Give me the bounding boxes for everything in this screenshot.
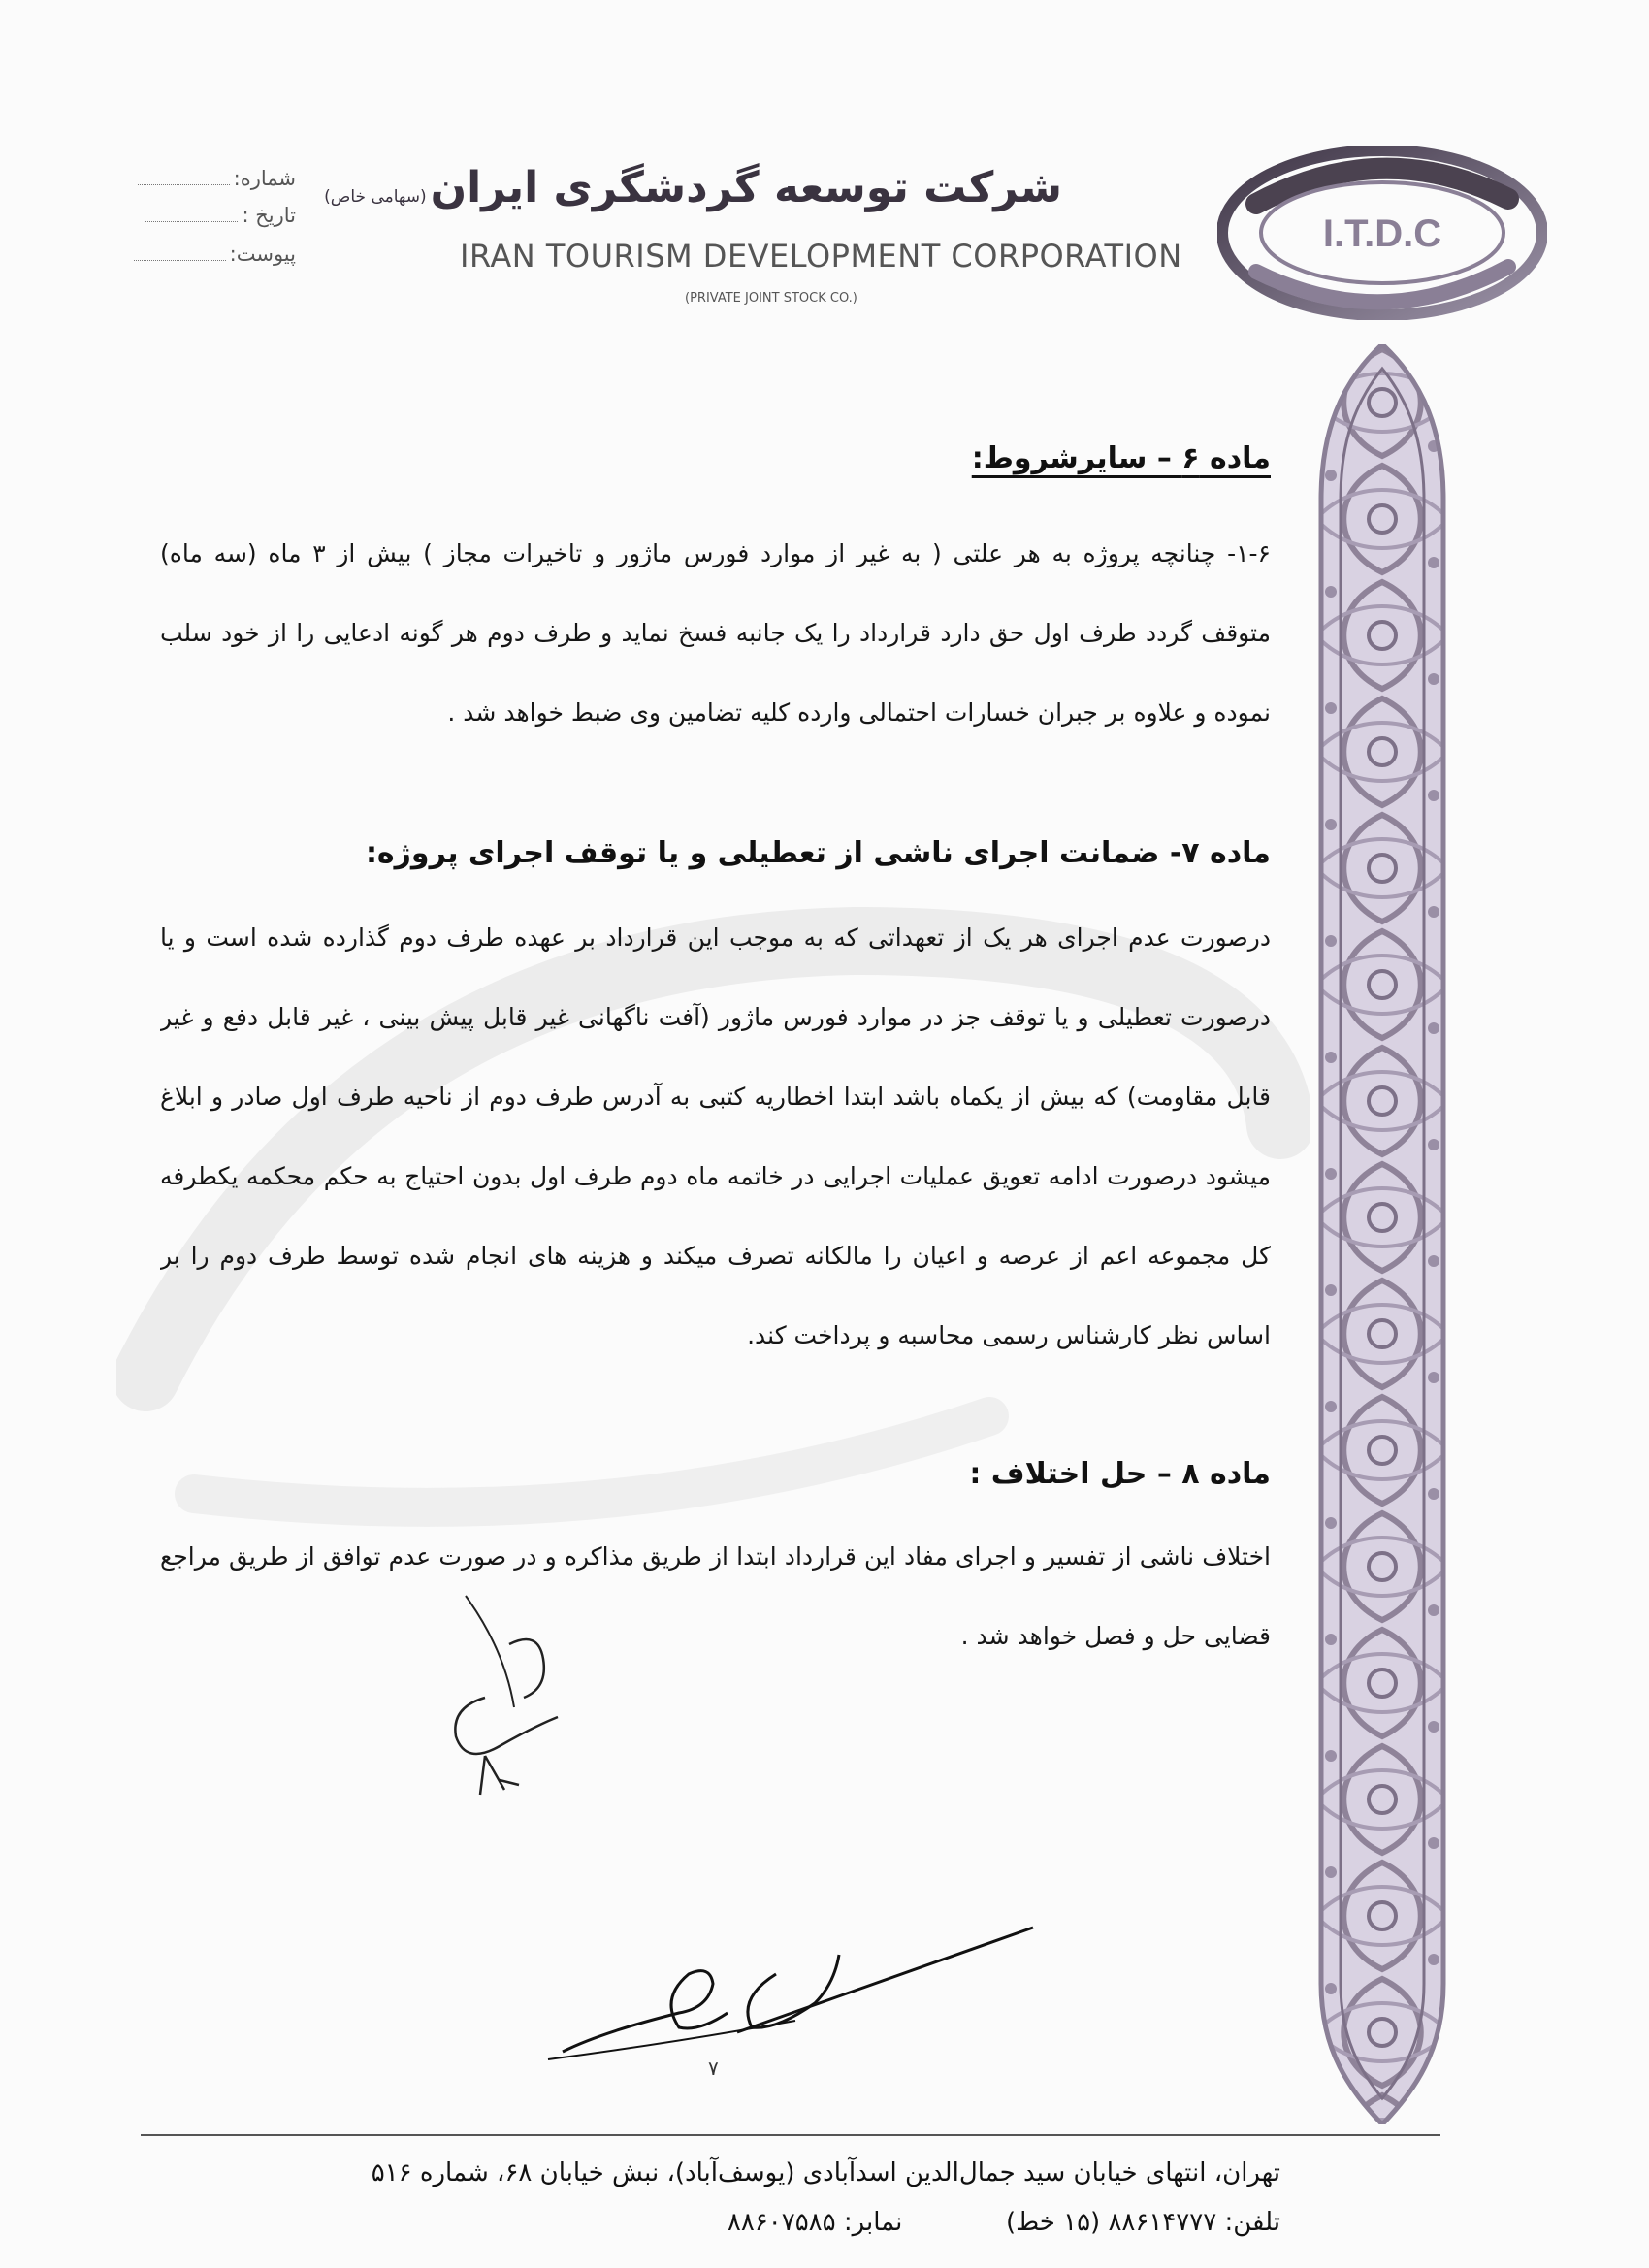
article-7-line: اساس نظر کارشناس رسمی محاسبه و پرداخت کند. — [747, 1321, 1271, 1349]
article-7-body — [160, 898, 1271, 1376]
article-7-line: قابل مقاومت) که بیش از یکماه باشد ابتدا اخطاریه کتبی به آدرس طرف دوم از ناحیه طرف اول صادر و ابلاغ — [160, 1083, 1271, 1111]
article-8-body — [160, 1517, 1271, 1676]
main-signature — [543, 1916, 1048, 2061]
attachment-field — [136, 243, 296, 266]
company-type-en: (PRIVATE JOINT STOCK CO.) — [685, 291, 857, 306]
article-8-line: اختلاف ناشی از تفسیر و اجرای مفاد این قرارداد ابتدا از طریق مذاکره و در صورت عدم توافق از طریق مراجع — [160, 1542, 1271, 1571]
article-6-line: متوقف گردد طرف اول حق دارد قرارداد را یک جانبه فسخ نماید و طرف دوم هر گونه ادعایی را از خود سلب — [160, 619, 1271, 647]
date-label: تاریخ : — [242, 204, 296, 227]
footer-fax: نمابر: ۸۸۶۰۷۵۸۵ — [727, 2208, 903, 2237]
initials-signature — [427, 1591, 601, 1804]
article-6-heading: ماده ۶ – سایرشروط: — [971, 441, 1271, 475]
article-8-heading: ماده ۸ – حل اختلاف : — [969, 1457, 1271, 1491]
company-name-fa: شرکت توسعه گردشگری ایران(سهامی خاص) — [324, 163, 1062, 212]
footer-tel: تلفن: ۸۸۶۱۴۷۷۷ (۱۵ خط) — [1005, 2208, 1280, 2237]
attachment-label: پیوست: — [229, 243, 296, 266]
article-7-line: کل مجموعه اعم از عرصه و اعیان را مالکانه تصرف میکند و هزینه های انجام شده توسط طرف دوم را بر — [160, 1242, 1271, 1270]
decorative-border — [1311, 344, 1453, 2124]
company-type-fa: (سهامی خاص) — [324, 187, 427, 207]
number-field — [136, 167, 296, 190]
page-number: ۷ — [708, 2057, 719, 2080]
article-6-line: ۱-۶- چنانچه پروژه به هر علتی ( به غیر از موارد فورس ماژور و تاخیرات مجاز ) بیش از ۳ ماه (سه ماه) — [160, 539, 1271, 567]
number-label: شماره: — [233, 167, 296, 190]
article-8-line: قضایی حل و فصل خواهد شد . — [960, 1622, 1271, 1650]
article-7-line: درصورت تعطیلی و یا توقف جز در موارد فورس ماژور (آفت ناگهانی غیر قابل پیش بینی ، غیر قابل دفع و غیر — [160, 1003, 1271, 1031]
article-7-line: درصورت عدم اجرای هر یک از تعهداتی که به موجب این قرارداد بر عهده طرف دوم گذارده شده است و یا — [160, 923, 1271, 952]
logo-text: I.T.D.C — [1322, 212, 1442, 255]
article-7-heading: ماده ۷- ضمانت اجرای ناشی از تعطیلی و یا توقف اجرای پروژه: — [365, 836, 1271, 870]
article-6-body — [160, 514, 1271, 753]
footer-divider — [141, 2134, 1440, 2136]
article-7-line: میشود درصورت ادامه تعویق عملیات اجرایی در خاتمه ماه دوم طرف اول بدون احتیاج به حکم محکمه یکطرفه — [160, 1162, 1271, 1190]
footer-contact — [728, 2208, 1280, 2237]
footer-address: تهران، انتهای خیابان سید جمال‌الدین اسدآبادی (یوسف‌آباد)، نبش خیابان ۶۸، شماره ۵۱۶ — [371, 2158, 1280, 2187]
company-logo — [1217, 146, 1547, 320]
date-field — [136, 204, 296, 227]
company-name-en: IRAN TOURISM DEVELOPMENT CORPORATION — [460, 238, 1182, 275]
article-6-line: نموده و علاوه بر جبران خسارات احتمالی وارده کلیه تضامین وی ضبط خواهد شد . — [447, 698, 1271, 727]
